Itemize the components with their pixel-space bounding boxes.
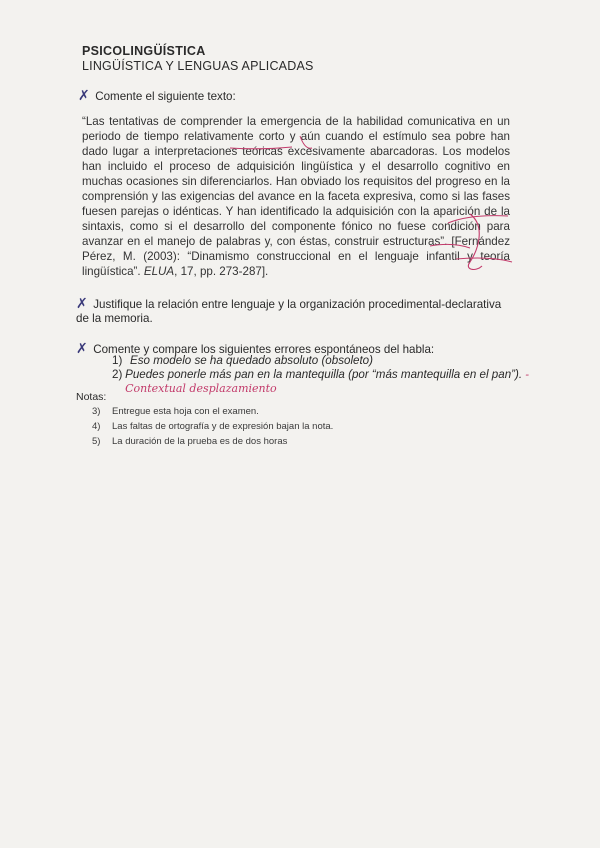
question-3-prompt: Comente y compare los siguientes errores espontáneos del habla: [93,343,435,356]
note-text: Entregue esta hoja con el examen. [112,406,259,417]
handwritten-annotation: - Contextual desplazamiento [125,368,530,395]
list-item [92,404,333,419]
item-text: Puedes ponerle más pan en la mantequilla (por “más mantequilla en el pan”). [125,368,523,381]
question-1-prompt: Comente el siguiente texto: [95,90,236,103]
cross-mark-icon: ✗ [76,295,88,311]
notes-list [92,404,333,449]
note-text: Las faltas de ortografía y de expresión bajan la nota. [112,421,334,432]
journal-name: ELUA [143,265,175,278]
list-item [112,354,532,368]
page-subtitle: LINGÜÍSTICA Y LENGUAS APLICADAS [82,59,314,73]
note-number: 4) [92,421,101,432]
note-number: 3) [92,406,101,417]
header [82,44,314,74]
list-item [112,368,532,396]
quoted-text [82,114,510,279]
list-item [92,434,333,449]
notes-label: Notas: [76,391,107,403]
page-title: PSICOLINGÜÍSTICA [82,44,206,58]
item-text: Eso modelo se ha quedado absoluto (obsoleto) [130,354,373,367]
quote-main: “Las tentativas de comprender la emergencia de la habilidad comunicativa en un periodo de tiempo relativamente corto y aún cuando el estímulo sea pobre han dado lugar a interpretaciones teóricas excesivamente abarcadoras. Los modelos han incluido el proceso de adquisición lingüística y el desarrollo cognitivo en muchas ocasiones sin diferenciarlos. Han obviado los requisitos del progreso en la comprensión y las exigencias del avance en la faceta expresiva, como si las fases fuesen parejas o idénticas. Y han identificado la adquisición con la aparición de la sintaxis, como si el desarrollo del componente fónico no fuese condición para avanzar en el manejo de palabras y, con éstas, construir estructuras”. [Fernández Pérez, M. (2003): “Dinamismo construccional en el lenguaje infantil y teoría lingüística”. [82,115,510,278]
note-number: 5) [92,436,101,447]
cross-mark-icon: ✗ [78,87,90,103]
question-1 [78,88,236,104]
cross-mark-icon: ✗ [76,340,88,356]
list-item [92,419,333,434]
item-number: 1) [112,354,123,367]
error-examples-list [112,354,532,396]
item-number: 2) [112,368,123,381]
question-2-prompt: Justifique la relación entre lenguaje y la organización procedimental-declarativa de la memoria. [76,298,502,325]
citation-end: , 17, pp. 273-287]. [174,265,269,278]
question-2 [76,296,510,326]
note-text: La duración de la prueba es de dos horas [112,436,288,447]
